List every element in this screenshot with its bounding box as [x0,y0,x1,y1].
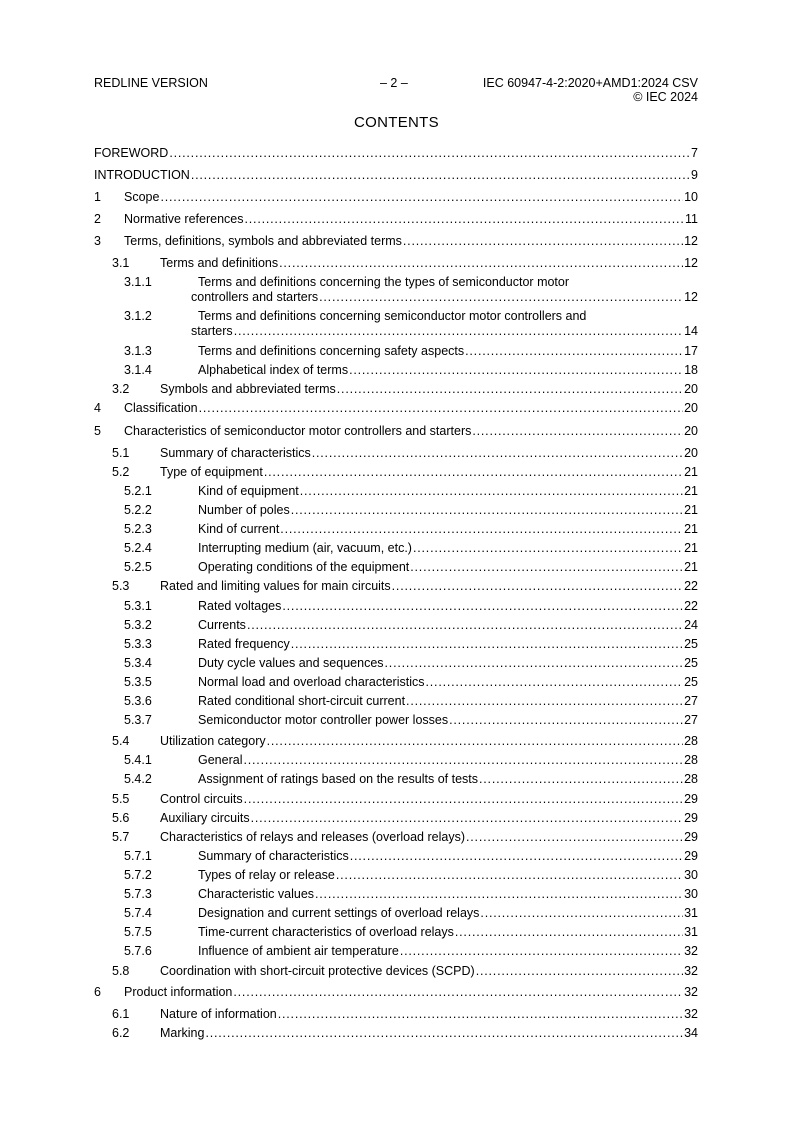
toc-entry-number: 5.7.2 [124,868,152,882]
toc-entry-page: 14 [684,324,698,338]
dot-leader [160,190,683,205]
toc-entry-title: Product information [124,985,233,999]
dot-leader [410,560,683,575]
toc-entry-page: 29 [684,849,698,863]
dot-leader [413,541,683,556]
toc-entry-title: Rated frequency [198,637,290,651]
toc-entry-number: 5.5 [112,792,130,806]
toc-entry-number: 5.3.5 [124,675,152,689]
toc-entry-title: General [198,753,243,767]
toc-entry-title: Utilization category [160,734,266,748]
toc-entry-page: 11 [685,212,698,226]
toc-entry-page: 31 [684,925,698,939]
dot-leader [247,618,683,633]
toc-entry-page: 25 [684,675,698,689]
dot-leader [233,985,683,1000]
toc-entry-title: Alphabetical index of terms [198,363,349,377]
toc-entry-title: Rated conditional short-circuit current [198,694,406,708]
toc-entry-title: Kind of current [198,522,280,536]
toc-entry-number: 6.2 [112,1026,130,1040]
toc-entry-number: 6.1 [112,1007,130,1021]
dot-leader [243,753,683,768]
toc-entry-page: 12 [684,234,698,248]
toc-entry-page: 20 [684,424,698,438]
dot-leader [466,830,683,845]
dot-leader [279,256,683,271]
toc-entry-number: 5.2.5 [124,560,152,574]
toc-entry-title: Characteristics of relays and releases (overload relays) [160,830,465,844]
toc-entry-title: Summary of characteristics [160,446,311,460]
dot-leader [191,168,690,183]
toc-entry-number: 3.1.1 [124,275,152,289]
toc-entry-title: Duty cycle values and sequences [198,656,384,670]
toc-entry-title: Scope [124,190,160,204]
header-left: REDLINE VERSION [94,76,208,90]
toc-entry-page: 22 [684,579,698,593]
header-right [483,76,698,104]
dot-leader [472,424,683,439]
toc-entry-page: 20 [684,401,698,415]
dot-leader [337,382,683,397]
toc-entry-page: 24 [684,618,698,632]
header-standard-id: IEC 60947-4-2:2020+AMD1:2024 CSV [482,76,698,90]
toc-entry-title: Number of poles [198,503,290,517]
toc-entry-number: 5.3.7 [124,713,152,727]
toc-entry-title: Rated and limiting values for main circuits [160,579,391,593]
toc-entry-page: 31 [684,906,698,920]
toc-entry-title: Auxiliary circuits [160,811,250,825]
dot-leader [465,344,683,359]
toc-entry-title: Coordination with short-circuit protective devices (SCPD) [160,964,475,978]
toc-entry-page: 10 [684,190,698,204]
toc-entry-number: 5.4.1 [124,753,152,767]
toc-entry-title: Time-current characteristics of overload relays [198,925,454,939]
dot-leader [244,792,683,807]
toc-entry-title: Semiconductor motor controller power losses [198,713,449,727]
toc-entry-number: 5.2.3 [124,522,152,536]
toc-entry-page: 9 [691,168,698,182]
toc-entry-number: 5.7.1 [124,849,152,863]
toc-entry-number: 5.7.5 [124,925,152,939]
dot-leader [349,363,683,378]
toc-entry-number: 3.2 [112,382,130,396]
toc-entry-page: 32 [684,1007,698,1021]
toc-entry-number: 5.3.6 [124,694,152,708]
toc-entry-title: Terms and definitions [160,256,279,270]
toc-entry-page: 20 [684,446,698,460]
dot-leader [480,906,683,921]
dot-leader [291,637,683,652]
dot-leader [392,579,683,594]
dot-leader [234,324,683,339]
toc-entry-page: 21 [684,503,698,517]
toc-entry-title: Control circuits [160,792,243,806]
toc-entry-page: 27 [684,713,698,727]
dot-leader [267,734,683,749]
toc-entry-page: 21 [684,484,698,498]
toc-entry-number: 5.3.3 [124,637,152,651]
toc-entry-page: 21 [684,465,698,479]
toc-entry-title: Assignment of ratings based on the results of tests [198,772,479,786]
toc-entry-title: Type of equipment [160,465,263,479]
header-copyright: © IEC 2024 [633,90,698,104]
toc-entry-page: 29 [684,792,698,806]
toc-entry-page: 18 [684,363,698,377]
toc-entry-title: Currents [198,618,246,632]
toc-entry-title: Influence of ambient air temperature [198,944,399,958]
toc-entry-title: Characteristics of semiconductor motor controllers and starters [124,424,472,438]
toc-entry-page: 21 [684,541,698,555]
toc-entry-number: 5.2.4 [124,541,152,555]
toc-entry-page: 20 [684,382,698,396]
toc-entry-page: 12 [684,290,698,304]
toc-entry-page: 21 [684,560,698,574]
toc-entry-title: Terms and definitions concerning safety aspects [198,344,465,358]
toc-entry-number: 5.7 [112,830,130,844]
dot-leader [291,503,683,518]
toc-entry-title: FOREWORD [94,146,169,160]
toc-entry-page: 27 [684,694,698,708]
dot-leader [300,484,683,499]
toc-entry-page: 25 [684,656,698,670]
toc-entry-title: Terms and definitions concerning semiconductor motor controllers and [198,309,587,323]
toc-entry-number: 3.1.4 [124,363,152,377]
toc-entry-page: 30 [684,868,698,882]
toc-entry-title-continued: starters [191,324,233,338]
toc-entry-title: Terms and definitions concerning the types of semiconductor motor [198,275,570,289]
toc-entry-title: Classification [124,401,198,415]
toc-entry-page: 12 [684,256,698,270]
dot-leader [336,868,683,883]
toc-entry-page: 29 [684,830,698,844]
dot-leader [449,713,683,728]
dot-leader [426,675,684,690]
toc-entry-number: 5.2.2 [124,503,152,517]
toc-entry-number: 5.1 [112,446,130,460]
dot-leader [476,964,683,979]
toc-entry-number: 5 [94,424,101,438]
toc-entry-title: Summary of characteristics [198,849,349,863]
toc-entry-page: 7 [691,146,698,160]
toc-entry-number: 5.2 [112,465,130,479]
toc-entry-page: 32 [684,985,698,999]
toc-entry-title: Symbols and abbreviated terms [160,382,336,396]
dot-leader [400,944,683,959]
toc-entry-number: 5.3.4 [124,656,152,670]
toc-entry-title: Operating conditions of the equipment [198,560,410,574]
dot-leader [312,446,683,461]
toc-entry-number: 6 [94,985,101,999]
dot-leader [264,465,683,480]
toc-entry-title: Terms, definitions, symbols and abbreviated terms [124,234,402,248]
toc-entry[interactable] [94,309,698,343]
dot-leader [278,1007,683,1022]
toc-entry-page: 28 [684,753,698,767]
toc-entry-page: 17 [684,344,698,358]
toc-entry-title: Designation and current settings of overload relays [198,906,480,920]
toc-entry-page: 29 [684,811,698,825]
header-page-number: – 2 – [380,76,408,90]
toc-entry-page: 28 [684,772,698,786]
dot-leader [280,522,683,537]
toc-entry-page: 34 [684,1026,698,1040]
toc-entry-page: 28 [684,734,698,748]
toc-entry-number: 2 [94,212,101,226]
toc-entry-number: 5.4.2 [124,772,152,786]
toc-entry-page: 32 [684,944,698,958]
dot-leader [385,656,684,671]
toc-entry-number: 3 [94,234,101,248]
toc-entry-number: 5.6 [112,811,130,825]
toc-entry-number: 5.3 [112,579,130,593]
toc-entry-page: 32 [684,964,698,978]
dot-leader [350,849,683,864]
dot-leader [282,599,683,614]
toc-entry-title: Kind of equipment [198,484,299,498]
dot-leader [479,772,683,787]
toc-entry-number: 1 [94,190,101,204]
dot-leader [199,401,683,416]
toc-entry-number: 5.7.4 [124,906,152,920]
dot-leader [455,925,683,940]
toc-entry-number: 5.8 [112,964,130,978]
toc-entry-page: 22 [684,599,698,613]
toc-entry-title: Types of relay or release [198,868,335,882]
toc-entry-number: 3.1.3 [124,344,152,358]
toc-entry-title: Normative references [124,212,244,226]
toc-entry-number: 5.3.1 [124,599,152,613]
dot-leader [251,811,683,826]
toc-entry-number: 5.3.2 [124,618,152,632]
toc-entry-page: 30 [684,887,698,901]
dot-leader [245,212,685,227]
toc-entry-number: 5.4 [112,734,130,748]
toc-entry-page: 21 [684,522,698,536]
toc-entry-title: Rated voltages [198,599,282,613]
toc-entry-title: INTRODUCTION [94,168,190,182]
dot-leader [169,146,690,161]
dot-leader [205,1026,683,1041]
toc-entry-number: 5.7.6 [124,944,152,958]
page-title: CONTENTS [354,114,439,131]
dot-leader [406,694,683,709]
toc-entry-title: Characteristic values [198,887,315,901]
toc-entry-page: 25 [684,637,698,651]
toc-entry-number: 5.7.3 [124,887,152,901]
toc-entry-title: Nature of information [160,1007,277,1021]
dot-leader [403,234,683,249]
toc-entry[interactable] [94,275,698,309]
dot-leader [315,887,683,902]
toc-entry-title: Interrupting medium (air, vacuum, etc.) [198,541,412,555]
toc-entry-number: 5.2.1 [124,484,152,498]
toc-entry-title: Normal load and overload characteristics [198,675,425,689]
dot-leader [319,290,683,305]
toc-entry-number: 4 [94,401,101,415]
toc-entry-title: Marking [160,1026,205,1040]
toc-entry-number: 3.1 [112,256,130,270]
toc-entry-title-continued: controllers and starters [191,290,319,304]
toc-entry-number: 3.1.2 [124,309,152,323]
